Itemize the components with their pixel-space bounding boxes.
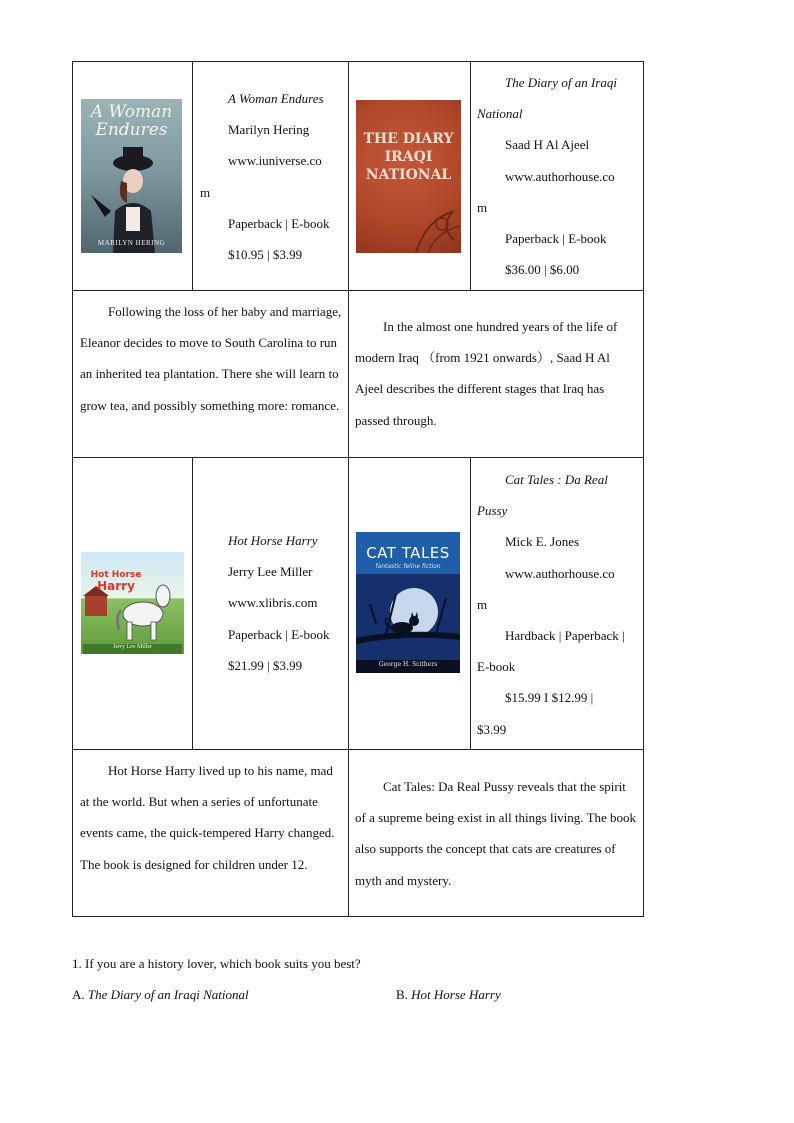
- book-website: www.authorhouse.co: [505, 565, 615, 581]
- description-hot-horse-harry: [80, 755, 344, 880]
- book-website: www.iuniverse.co: [228, 153, 322, 169]
- book-author: Mick E. Jones: [505, 534, 580, 550]
- book-cover-cat-tales: [356, 532, 460, 673]
- cover-title-b: Harry: [97, 579, 135, 593]
- book-price-end: $3.99: [477, 721, 507, 737]
- book-website-end: m: [477, 596, 488, 612]
- cover-title: CAT TALES: [366, 544, 450, 562]
- cover-line-3: NATIONAL: [365, 167, 452, 183]
- cover-subtitle: fantastic feline fiction: [375, 563, 441, 570]
- table-border-right: [643, 61, 644, 917]
- book-cover-hot-horse-harry: [81, 552, 184, 654]
- option-b-text: Hot Horse Harry: [411, 987, 501, 1002]
- table-divider: [192, 61, 193, 290]
- description-diary-iraqi-national: [355, 311, 639, 436]
- cat-moon-illustration: [356, 574, 460, 673]
- option-a-label: A.: [72, 987, 85, 1002]
- description-text: In the almost one hundred years of the life of modern Iraq （from 1921 onwards）, Saad H Al Ajeel describes the different stages that Iraq has passed through.: [355, 319, 618, 428]
- option-a[interactable]: [72, 985, 249, 1005]
- book-title-end: National: [477, 106, 523, 122]
- book-cover-a-woman-endures: [81, 99, 182, 253]
- description-cat-tales: [355, 771, 639, 896]
- table-divider: [72, 290, 644, 291]
- table-divider: [72, 457, 644, 458]
- cover-line-1: THE DIARY: [363, 131, 454, 147]
- book-price: $15.99 I $12.99 |: [505, 690, 594, 706]
- horse-illustration: [81, 552, 184, 654]
- book-format: Paperback | E-book: [228, 626, 330, 642]
- book-price: $21.99 | $3.99: [228, 657, 303, 673]
- book-info-a-woman-endures: [200, 83, 346, 270]
- table-border-top: [72, 61, 644, 62]
- book-price: $10.95 | $3.99: [228, 247, 303, 263]
- book-website: www.authorhouse.co: [505, 168, 615, 184]
- book-title: The Diary of an Iraqi: [505, 75, 617, 90]
- book-author: Saad H Al Ajeel: [505, 137, 590, 153]
- cover-title-b: Endures: [95, 120, 168, 140]
- cover-title-a: A Woman: [90, 102, 173, 122]
- book-price: $36.00 | $6.00: [505, 262, 580, 278]
- table-border-left: [72, 61, 73, 917]
- book-info-hot-horse-harry: [200, 525, 346, 681]
- cover-title-a: Hot Horse: [90, 570, 142, 580]
- book-info-cat-tales: [477, 464, 642, 745]
- book-title: Hot Horse Harry: [228, 533, 318, 548]
- cover-author: Jerry Lee Miller: [113, 644, 152, 650]
- table-divider: [72, 749, 644, 750]
- book-format: Paperback | E-book: [228, 215, 330, 231]
- table-border-bottom: [72, 916, 644, 917]
- question-stem: 1. If you are a history lover, which book suits you best?: [72, 956, 361, 971]
- description-text: Hot Horse Harry lived up to his name, mad at the world. But when a series of unfortunate events came, the quick-tempered Harry changed. The book is designed for children under 12.: [80, 763, 335, 872]
- option-b-label: B.: [396, 987, 408, 1002]
- book-title-end: Pussy: [477, 503, 508, 519]
- book-cover-diary-iraqi-national: [356, 100, 461, 253]
- book-format: Hardback | Paperback |: [505, 628, 625, 644]
- book-author: Marilyn Hering: [228, 122, 310, 138]
- table-divider: [192, 457, 193, 749]
- book-title: Cat Tales : Da Real: [505, 472, 608, 487]
- description-a-woman-endures: [80, 296, 344, 421]
- book-table: [72, 61, 644, 917]
- book-author: Jerry Lee Miller: [228, 564, 313, 580]
- option-b[interactable]: [396, 985, 501, 1005]
- cover-author: MARILYN HERING: [97, 239, 166, 247]
- cover-line-2: IRAQI: [384, 149, 433, 165]
- book-website-end: m: [477, 199, 488, 215]
- table-divider: [470, 61, 471, 290]
- table-divider: [470, 457, 471, 749]
- cover-author: George H. Scithers: [378, 661, 438, 668]
- book-title: A Woman Endures: [228, 91, 324, 106]
- book-format-end: E-book: [477, 659, 516, 675]
- book-website-end: m: [200, 184, 211, 200]
- book-website: www.xlibris.com: [228, 595, 318, 611]
- description-text: Following the loss of her baby and marriage, Eleanor decides to move to South Carolina to run an inherited tea plantation. There she will learn to grow tea, and possibly something more: romance.: [80, 304, 342, 413]
- description-text: Cat Tales: Da Real Pussy reveals that the spirit of a supreme being exist in all things living. The book also supports the concept that cats are creatures of myth and mystery.: [355, 779, 637, 888]
- option-a-text: The Diary of an Iraqi National: [87, 987, 249, 1002]
- book-info-diary-iraqi-national: [477, 67, 642, 285]
- book-format: Paperback | E-book: [505, 231, 607, 247]
- table-divider: [348, 61, 349, 917]
